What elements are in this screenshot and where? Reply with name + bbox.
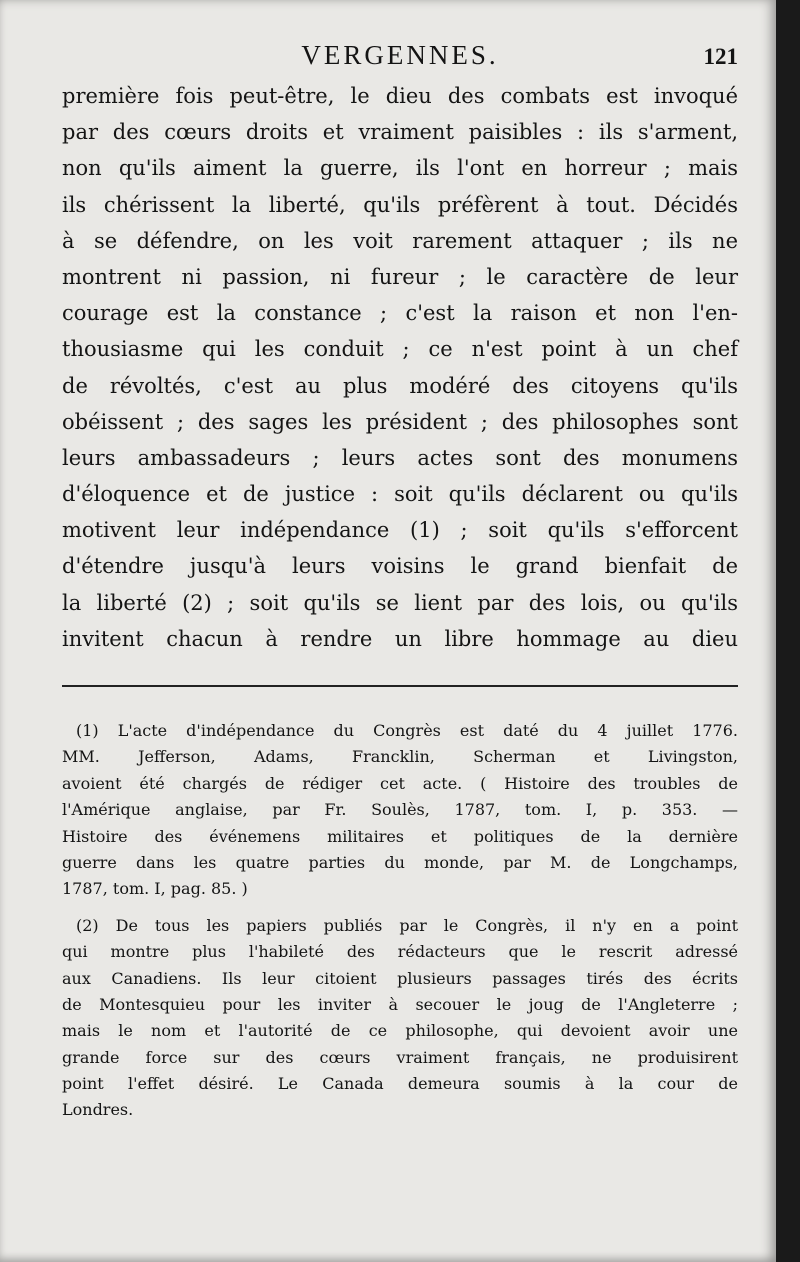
body-line: invitent chacun à rendre un libre hommage au dieu <box>62 626 738 651</box>
body-line: la liberté (2) ; soit qu'ils se lient par des lois, ou qu'ils <box>62 590 738 615</box>
body-line: motivent leur indépendance (1) ; soit qu'ils s'efforcent <box>62 518 738 543</box>
body-line: d'étendre jusqu'à leurs voisins le grand bienfait de <box>62 554 738 579</box>
footnote-line: qui montre plus l'habileté des rédacteurs que le rescrit adressé <box>62 942 738 962</box>
body-line: obéissent ; des sages les président ; des philosophes sont <box>62 409 738 434</box>
body-line: montrent ni passion, ni fureur ; le caractère de leur <box>62 264 738 289</box>
footnote-line: Histoire des événemens militaires et politiques de la dernière <box>62 826 738 846</box>
body-line: par des cœurs droits et vraiment paisibles : ils s'arment, <box>62 120 738 145</box>
footnote-line: l'Amérique anglaise, par Fr. Soulès, 1787, tom. I, p. 353. — <box>62 800 738 820</box>
footnote-line: grande force sur des cœurs vraiment français, ne produisirent <box>62 1047 738 1067</box>
body-line: courage est la constance ; c'est la raison et non l'en- <box>62 301 738 326</box>
body-line: première fois peut-être, le dieu des combats est invoqué <box>62 84 738 108</box>
footnote-line: aux Canadiens. Ils leur citoient plusieurs passages tirés des écrits <box>62 968 738 988</box>
running-title: VERGENNES. <box>301 40 499 70</box>
body-line: de révoltés, c'est au plus modéré des citoyens qu'ils <box>62 373 738 398</box>
footnote-line: avoient été chargés de rédiger cet acte. ( Histoire des troubles de <box>62 773 738 793</box>
body-line: leurs ambassadeurs ; leurs actes sont des monumens <box>62 445 738 470</box>
body-line: d'éloquence et de justice : soit qu'ils déclarent ou qu'ils <box>62 482 738 507</box>
footnote-2 <box>62 913 738 1124</box>
footnote-line: (1) L'acte d'indépendance du Congrès est daté du 4 juillet 1776. <box>76 721 738 740</box>
footnotes <box>62 718 738 1134</box>
footnote-line: Londres. <box>62 1100 134 1120</box>
footnote-divider <box>62 685 738 687</box>
footnote-line: point l'effet désiré. Le Canada demeura soumis à la cour de <box>62 1074 738 1094</box>
running-head <box>62 40 738 80</box>
footnote-line: MM. Jefferson, Adams, Francklin, Scherman et Livingston, <box>62 747 738 767</box>
body-line: non qu'ils aiment la guerre, ils l'ont en horreur ; mais <box>62 156 738 181</box>
footnote-line: de Montesquieu pour les inviter à secouer le joug de l'Angleterre ; <box>62 994 738 1014</box>
page-number: 121 <box>703 44 738 69</box>
footnote-line: (2) De tous les papiers publiés par le Congrès, il n'y en a point <box>76 915 738 935</box>
footnote-line: guerre dans les quatre parties du monde, par M. de Longchamps, <box>62 852 738 872</box>
footnote-line: 1787, tom. I, pag. 85. ) <box>62 879 248 899</box>
footnote-1 <box>62 718 738 903</box>
body-line: ils chérissent la liberté, qu'ils préfèrent à tout. Décidés <box>62 192 738 217</box>
footnote-line: mais le nom et l'autorité de ce philosophe, qui devoient avoir une <box>62 1021 738 1041</box>
body-text <box>62 78 738 657</box>
body-line: thousiasme qui les conduit ; ce n'est point à un chef <box>62 337 738 362</box>
body-line: à se défendre, on les voit rarement attaquer ; ils ne <box>62 228 738 253</box>
